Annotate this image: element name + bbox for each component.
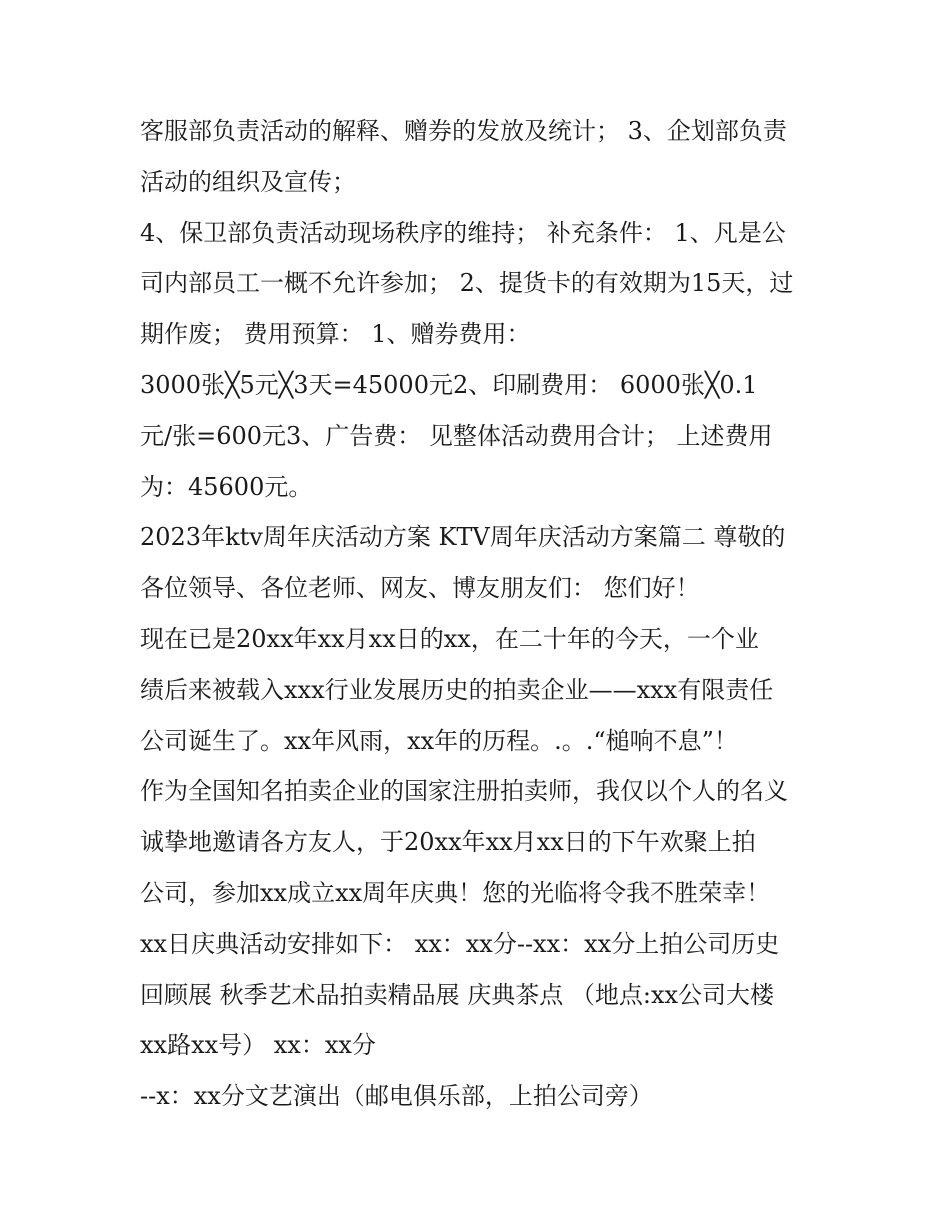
text-line-2: 活动的组织及宣传； <box>140 167 356 196</box>
text-line-3: 4、保卫部负责活动现场秩序的维持； 补充条件： 1、凡是公 <box>140 218 786 247</box>
text-line-5: 期作废； 费用预算： 1、赠券费用： <box>140 320 531 349</box>
text-line-4: 司内部员工一概不允许参加； 2、提货卡的有效期为15天，过 <box>140 269 794 298</box>
text-line-9: 2023年ktv周年庆活动方案 KTV周年庆活动方案篇二 尊敬的 <box>140 523 786 552</box>
text-line-12: 绩后来被载入xxx行业发展历史的拍卖企业——xxx有限责任 <box>140 675 774 704</box>
body-text <box>140 106 830 1122</box>
text-line-15: 诚挚地邀请各方友人，于20xx年xx月xx日的下午欢聚上拍 <box>140 828 756 857</box>
text-line-8: 为：45600元。 <box>140 472 313 501</box>
text-line-11: 现在已是20xx年xx月xx日的xx，在二十年的今天，一个业 <box>140 624 759 653</box>
text-line-10: 各位领导、各位老师、网友、博友朋友们： 您们好！ <box>140 574 700 603</box>
text-line-18: 回顾展 秋季艺术品拍卖精品展 庆典茶点 （地点:xx公司大楼 <box>140 980 775 1009</box>
text-line-6: 3000张╳5元╳3天=45000元2、印刷费用： 6000张╳0.1 <box>140 370 758 399</box>
text-line-20: --x：xx分文艺演出（邮电俱乐部，上拍公司旁） <box>140 1082 653 1111</box>
text-line-14: 作为全国知名拍卖企业的国家注册拍卖师，我仅以个人的名义 <box>140 777 788 806</box>
text-line-17: xx日庆典活动安排如下： xx：xx分--xx：xx分上拍公司历史 <box>140 929 780 958</box>
text-line-13: 公司诞生了。xx年风雨，xx年的历程。.。.“槌响不息”！ <box>140 726 738 755</box>
text-line-16: 公司，参加xx成立xx周年庆典！您的光临将令我不胜荣幸！ <box>140 878 771 907</box>
text-line-19: xx路xx号） xx：xx分 <box>140 1031 376 1060</box>
text-line-1: 客服部负责活动的解释、赠券的发放及统计； 3、企划部负责 <box>140 117 787 145</box>
text-line-7: 元/张=600元3、广告费： 见整体活动费用合计； 上述费用 <box>140 421 773 450</box>
